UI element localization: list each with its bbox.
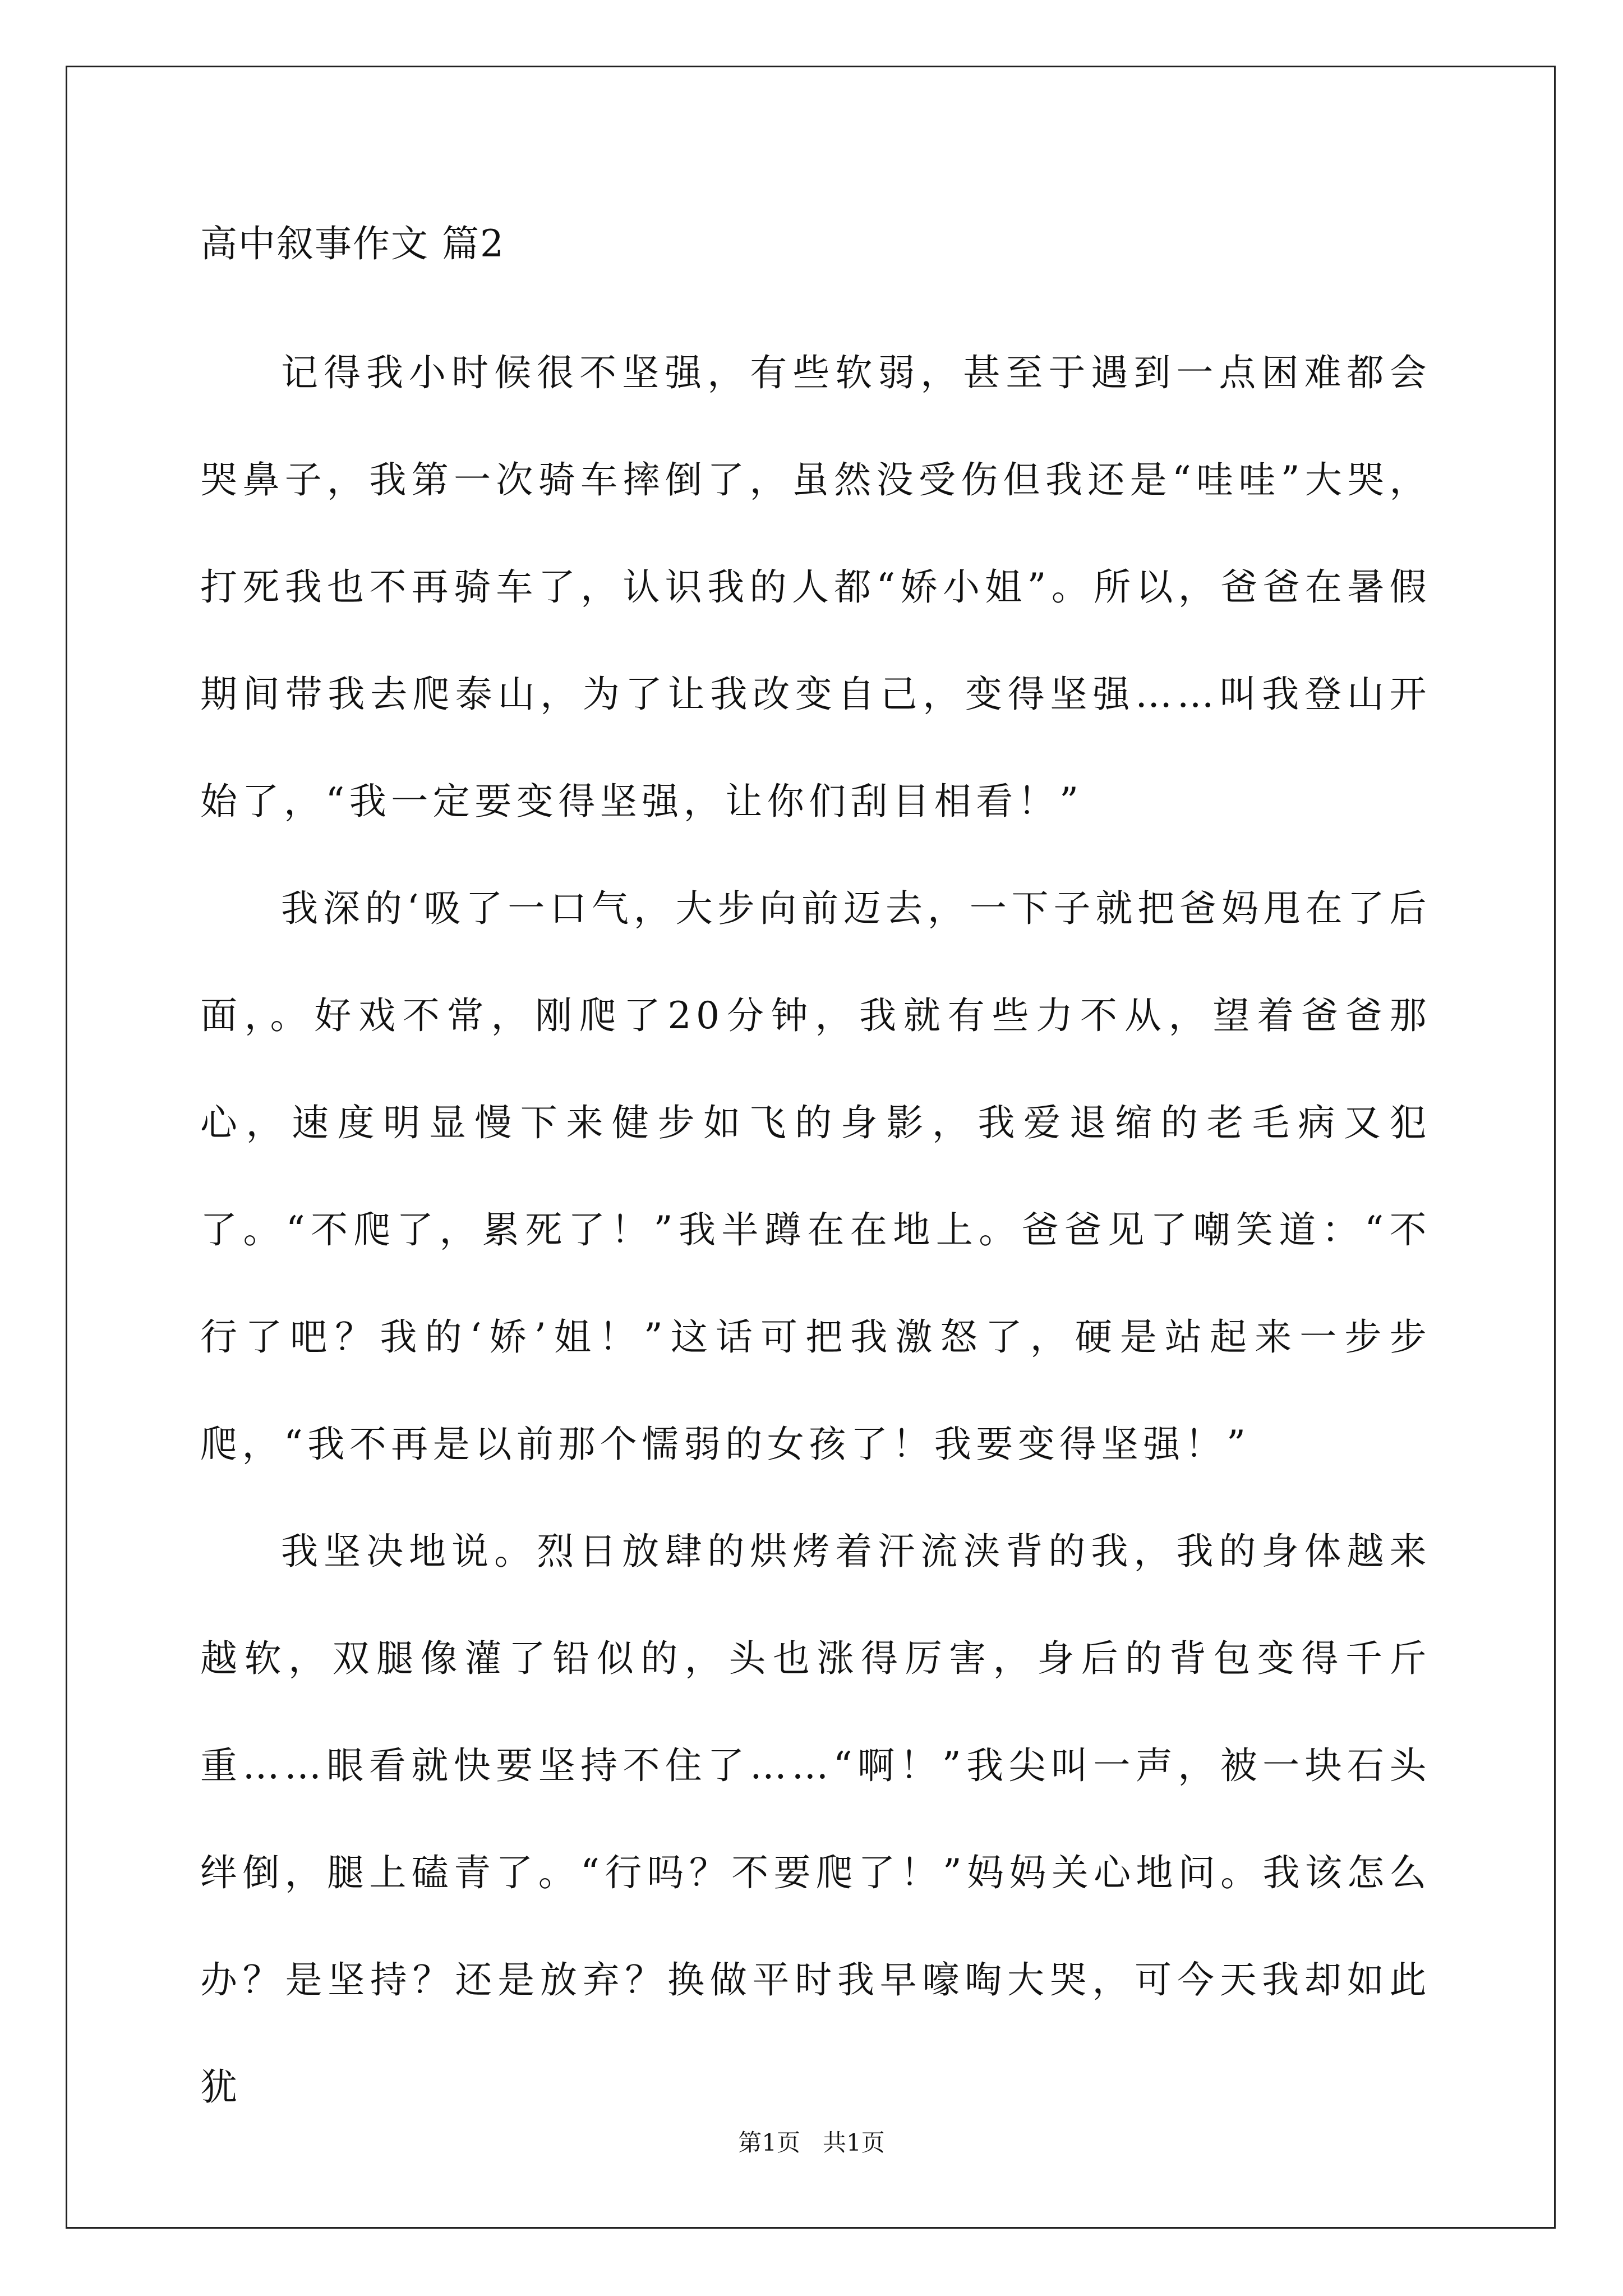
paragraph-1: 记得我小时候很不坚强，有些软弱，甚至于遇到一点困难都会哭鼻子，我第一次骑车摔倒了，虽然没受伤但我还是“哇哇”大哭，打死我也不再骑车了，认识我的人都“娇小姐”。所以，爸爸在暑假期间带我去爬泰山，为了让我改变自己，变得坚强……叫我登山开始了，“我一定要变得坚强，让你们刮目相看！” <box>200 351 1431 823</box>
page-footer <box>0 2126 1623 2160</box>
page-number-total: 共1页 <box>823 2129 885 2156</box>
paragraph-2: 我深的‘吸了一口气，大步向前迈去，一下子就把爸妈甩在了后面，。好戏不常，刚爬了20分钟，我就有些力不从，望着爸爸那心，速度明显慢下来健步如飞的身影，我爱退缩的老毛病又犯了。“不爬了，累死了！”我半蹲在在地上。爸爸见了嘲笑道：“不行了吧？我的‘娇’姐！”这话可把我激怒了，硬是站起来一步步爬，“我不再是以前那个懦弱的女孩了！我要变得坚强！” <box>200 887 1431 1466</box>
page-number-current: 第1页 <box>738 2129 800 2156</box>
paragraph-3: 我坚决地说。烈日放肆的烘烤着汗流浃背的我，我的身体越来越软，双腿像灌了铅似的，头也涨得厉害，身后的背包变得千斤重……眼看就快要坚持不住了……“啊！”我尖叫一声，被一块石头绊倒，腿上磕青了。“行吗？不要爬了！”妈妈关心地问。我该怎么办？是坚持？还是放弃？换做平时我早嚎啕大哭，可今天我却如此犹 <box>200 1530 1431 2109</box>
document-body <box>200 216 1431 2141</box>
document-title: 高中叙事作文 篇2 <box>200 222 505 265</box>
